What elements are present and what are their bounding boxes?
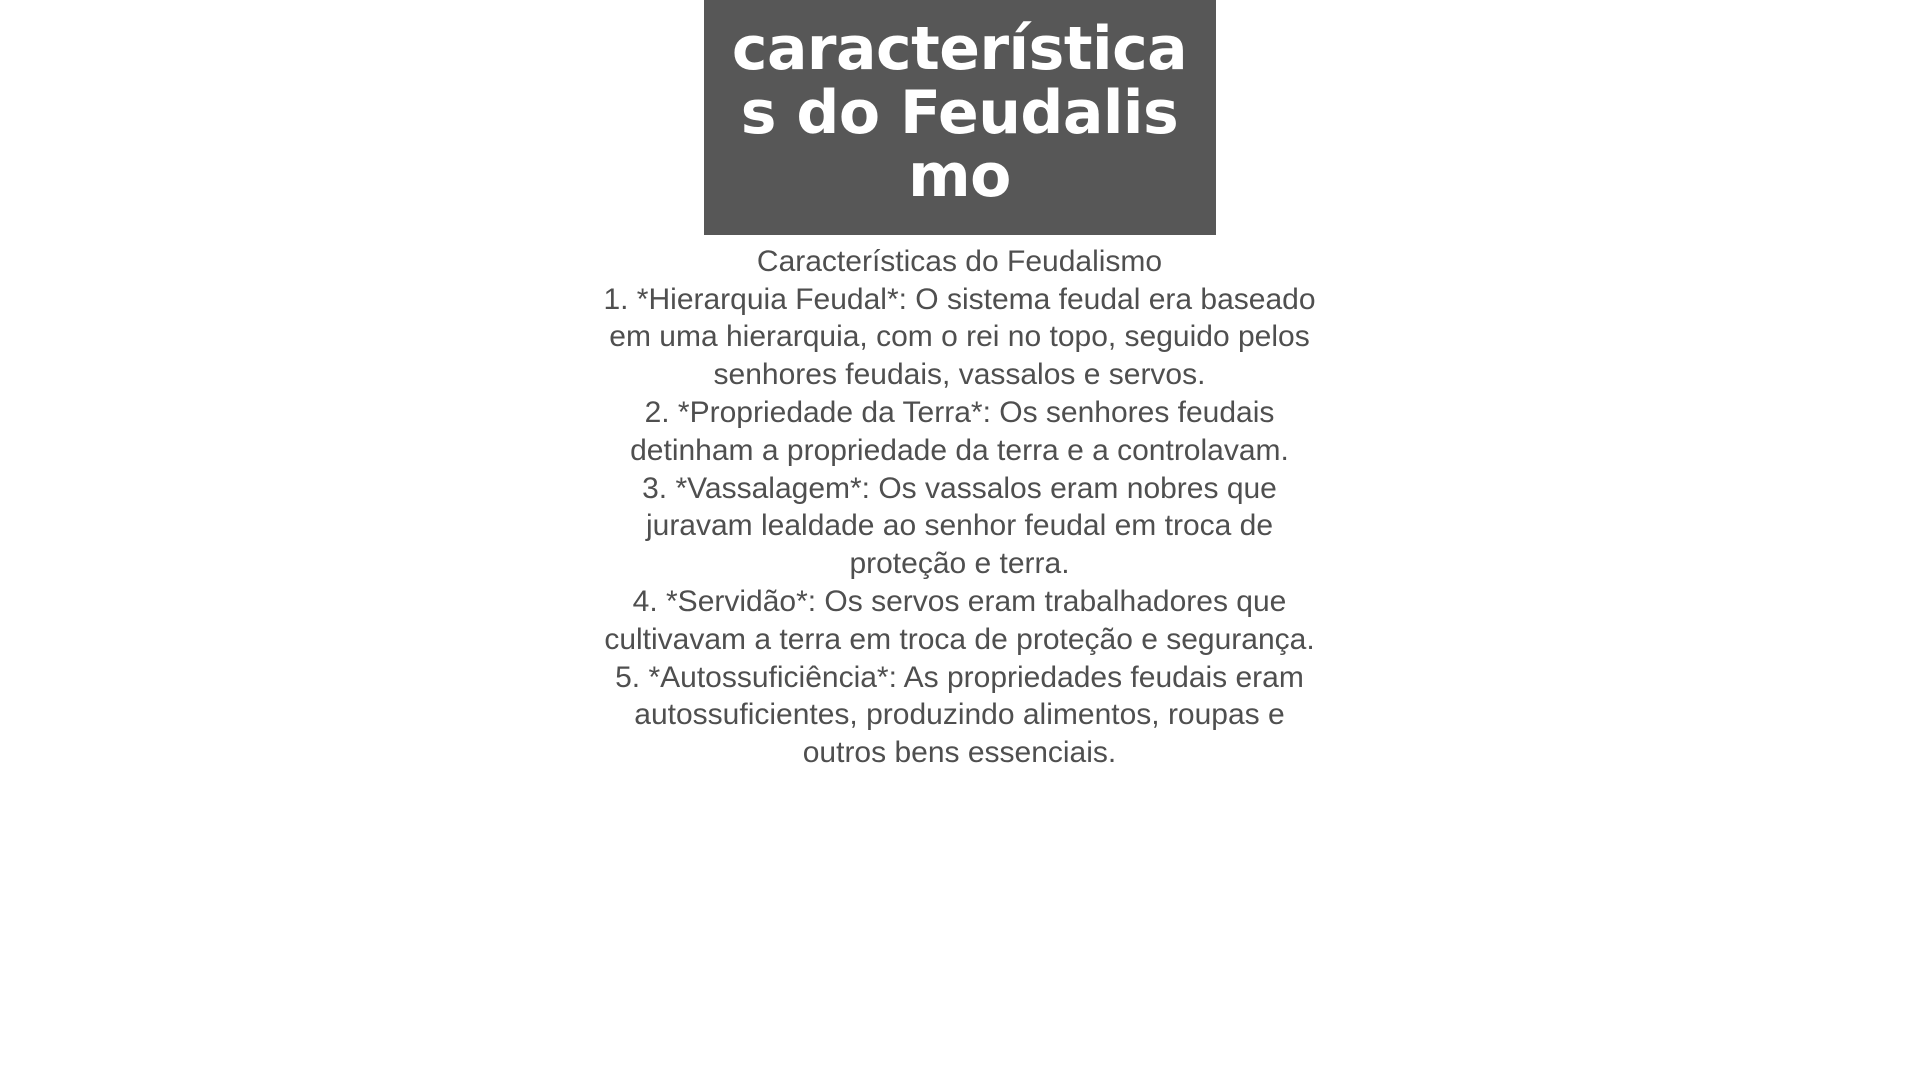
page-title: características do Feudalismo	[731, 14, 1188, 212]
title-banner	[704, 0, 1216, 235]
subtitle: Características do Feudalismo	[756, 244, 1163, 278]
body-text-block	[590, 243, 1330, 772]
list-item: 5. *Autossuficiência*: As propriedades feudais eram autossuficientes, produzindo alimentos, roupas e outros bens essenciais.	[615, 660, 1304, 770]
list-item: 3. *Vassalagem*: Os vassalos eram nobres que juravam lealdade ao senhor feudal em troca de proteção e terra.	[642, 471, 1277, 581]
list-item: 4. *Servidão*: Os servos eram trabalhadores que cultivavam a terra em troca de proteção e segurança.	[604, 584, 1315, 656]
content-column	[580, 0, 1340, 772]
list-item: 1. *Hierarquia Feudal*: O sistema feudal era baseado em uma hierarquia, com o rei no topo, seguido pelos senhores feudais, vassalos e servos.	[603, 282, 1316, 392]
list-item: 2. *Propriedade da Terra*: Os senhores feudais detinham a propriedade da terra e a controlavam.	[630, 395, 1289, 467]
feature-list	[590, 281, 1330, 772]
